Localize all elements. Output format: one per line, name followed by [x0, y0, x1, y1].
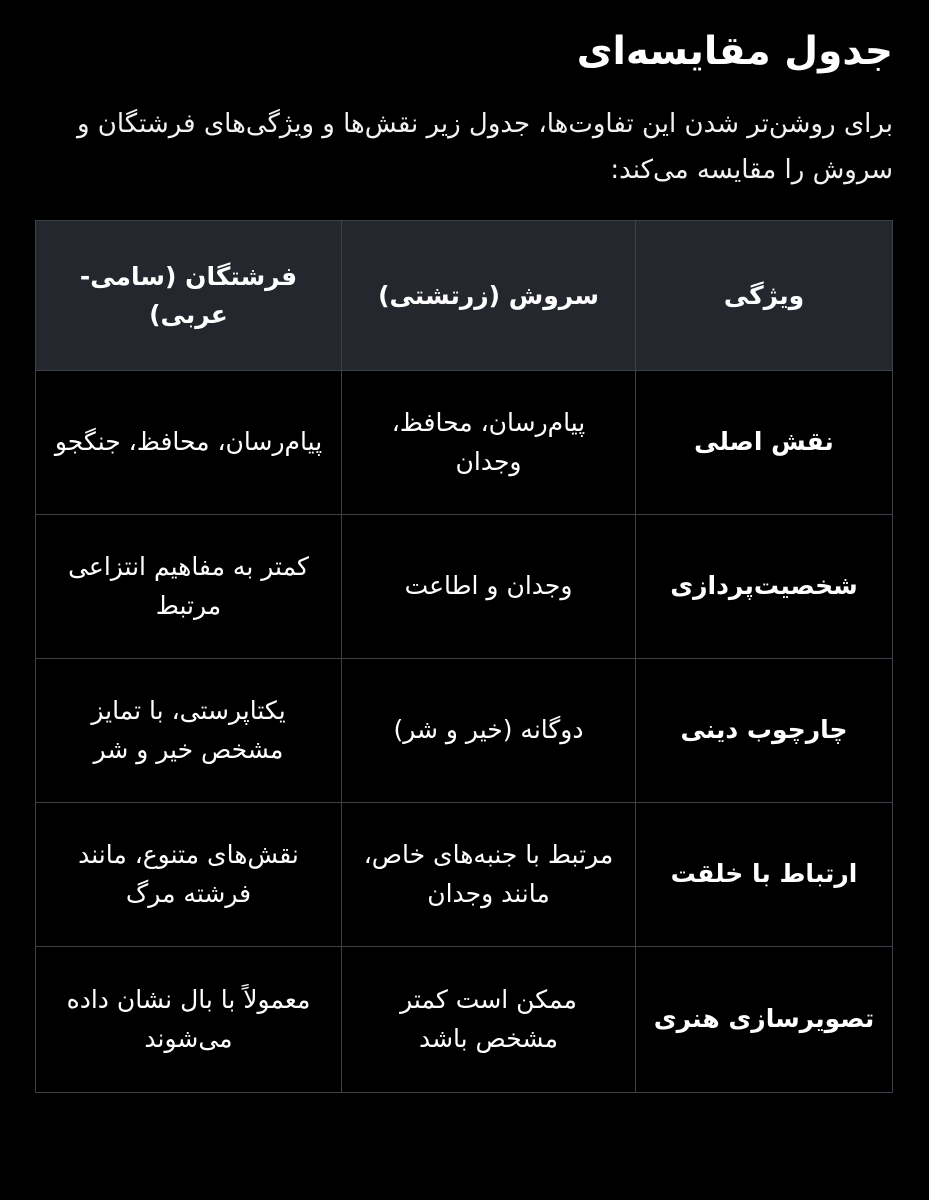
table-row [36, 371, 893, 515]
cell-sorush: مرتبط با جنبه‌های خاص، مانند وجدان [342, 803, 636, 947]
intro-paragraph: برای روشن‌تر شدن این تفاوت‌ها، جدول زیر نقش‌ها و ویژگی‌های فرشتگان و سروش را مقایسه می‌کند: [76, 108, 893, 185]
cell-feature: نقش اصلی [636, 371, 893, 515]
cell-angels: نقش‌های متنوع، مانند فرشته مرگ [36, 803, 342, 947]
table-row [36, 515, 893, 659]
column-header-sorush: سروش (زرتشتی) [342, 221, 636, 371]
table-body [36, 371, 893, 1093]
cell-angels: کمتر به مفاهیم انتزاعی مرتبط [36, 515, 342, 659]
cell-sorush: پیام‌رسان، محافظ، وجدان [342, 371, 636, 515]
cell-sorush: دوگانه (خیر و شر) [342, 659, 636, 803]
cell-feature: چارچوب دینی [636, 659, 893, 803]
cell-feature: تصویرسازی هنری [636, 947, 893, 1093]
cell-angels: پیام‌رسان، محافظ، جنگجو [36, 371, 342, 515]
table-row [36, 947, 893, 1093]
table-row [36, 803, 893, 947]
table-row [36, 659, 893, 803]
cell-feature: ارتباط با خلقت [636, 803, 893, 947]
cell-angels: یکتاپرستی، با تمایز مشخص خیر و شر [36, 659, 342, 803]
table-header-row [36, 221, 893, 371]
comparison-table-container [36, 220, 893, 1093]
cell-angels: معمولاً با بال نشان داده می‌شوند [36, 947, 342, 1093]
comparison-table [35, 220, 893, 1093]
cell-sorush: ممکن است کمتر مشخص باشد [342, 947, 636, 1093]
column-header-angels: فرشتگان (سامی-عربی) [36, 221, 342, 371]
page-title: جدول مقایسه‌ای [576, 29, 893, 74]
column-header-feature: ویژگی [636, 221, 893, 371]
cell-feature: شخصیت‌پردازی [636, 515, 893, 659]
table-header [36, 221, 893, 371]
cell-sorush: وجدان و اطاعت [342, 515, 636, 659]
